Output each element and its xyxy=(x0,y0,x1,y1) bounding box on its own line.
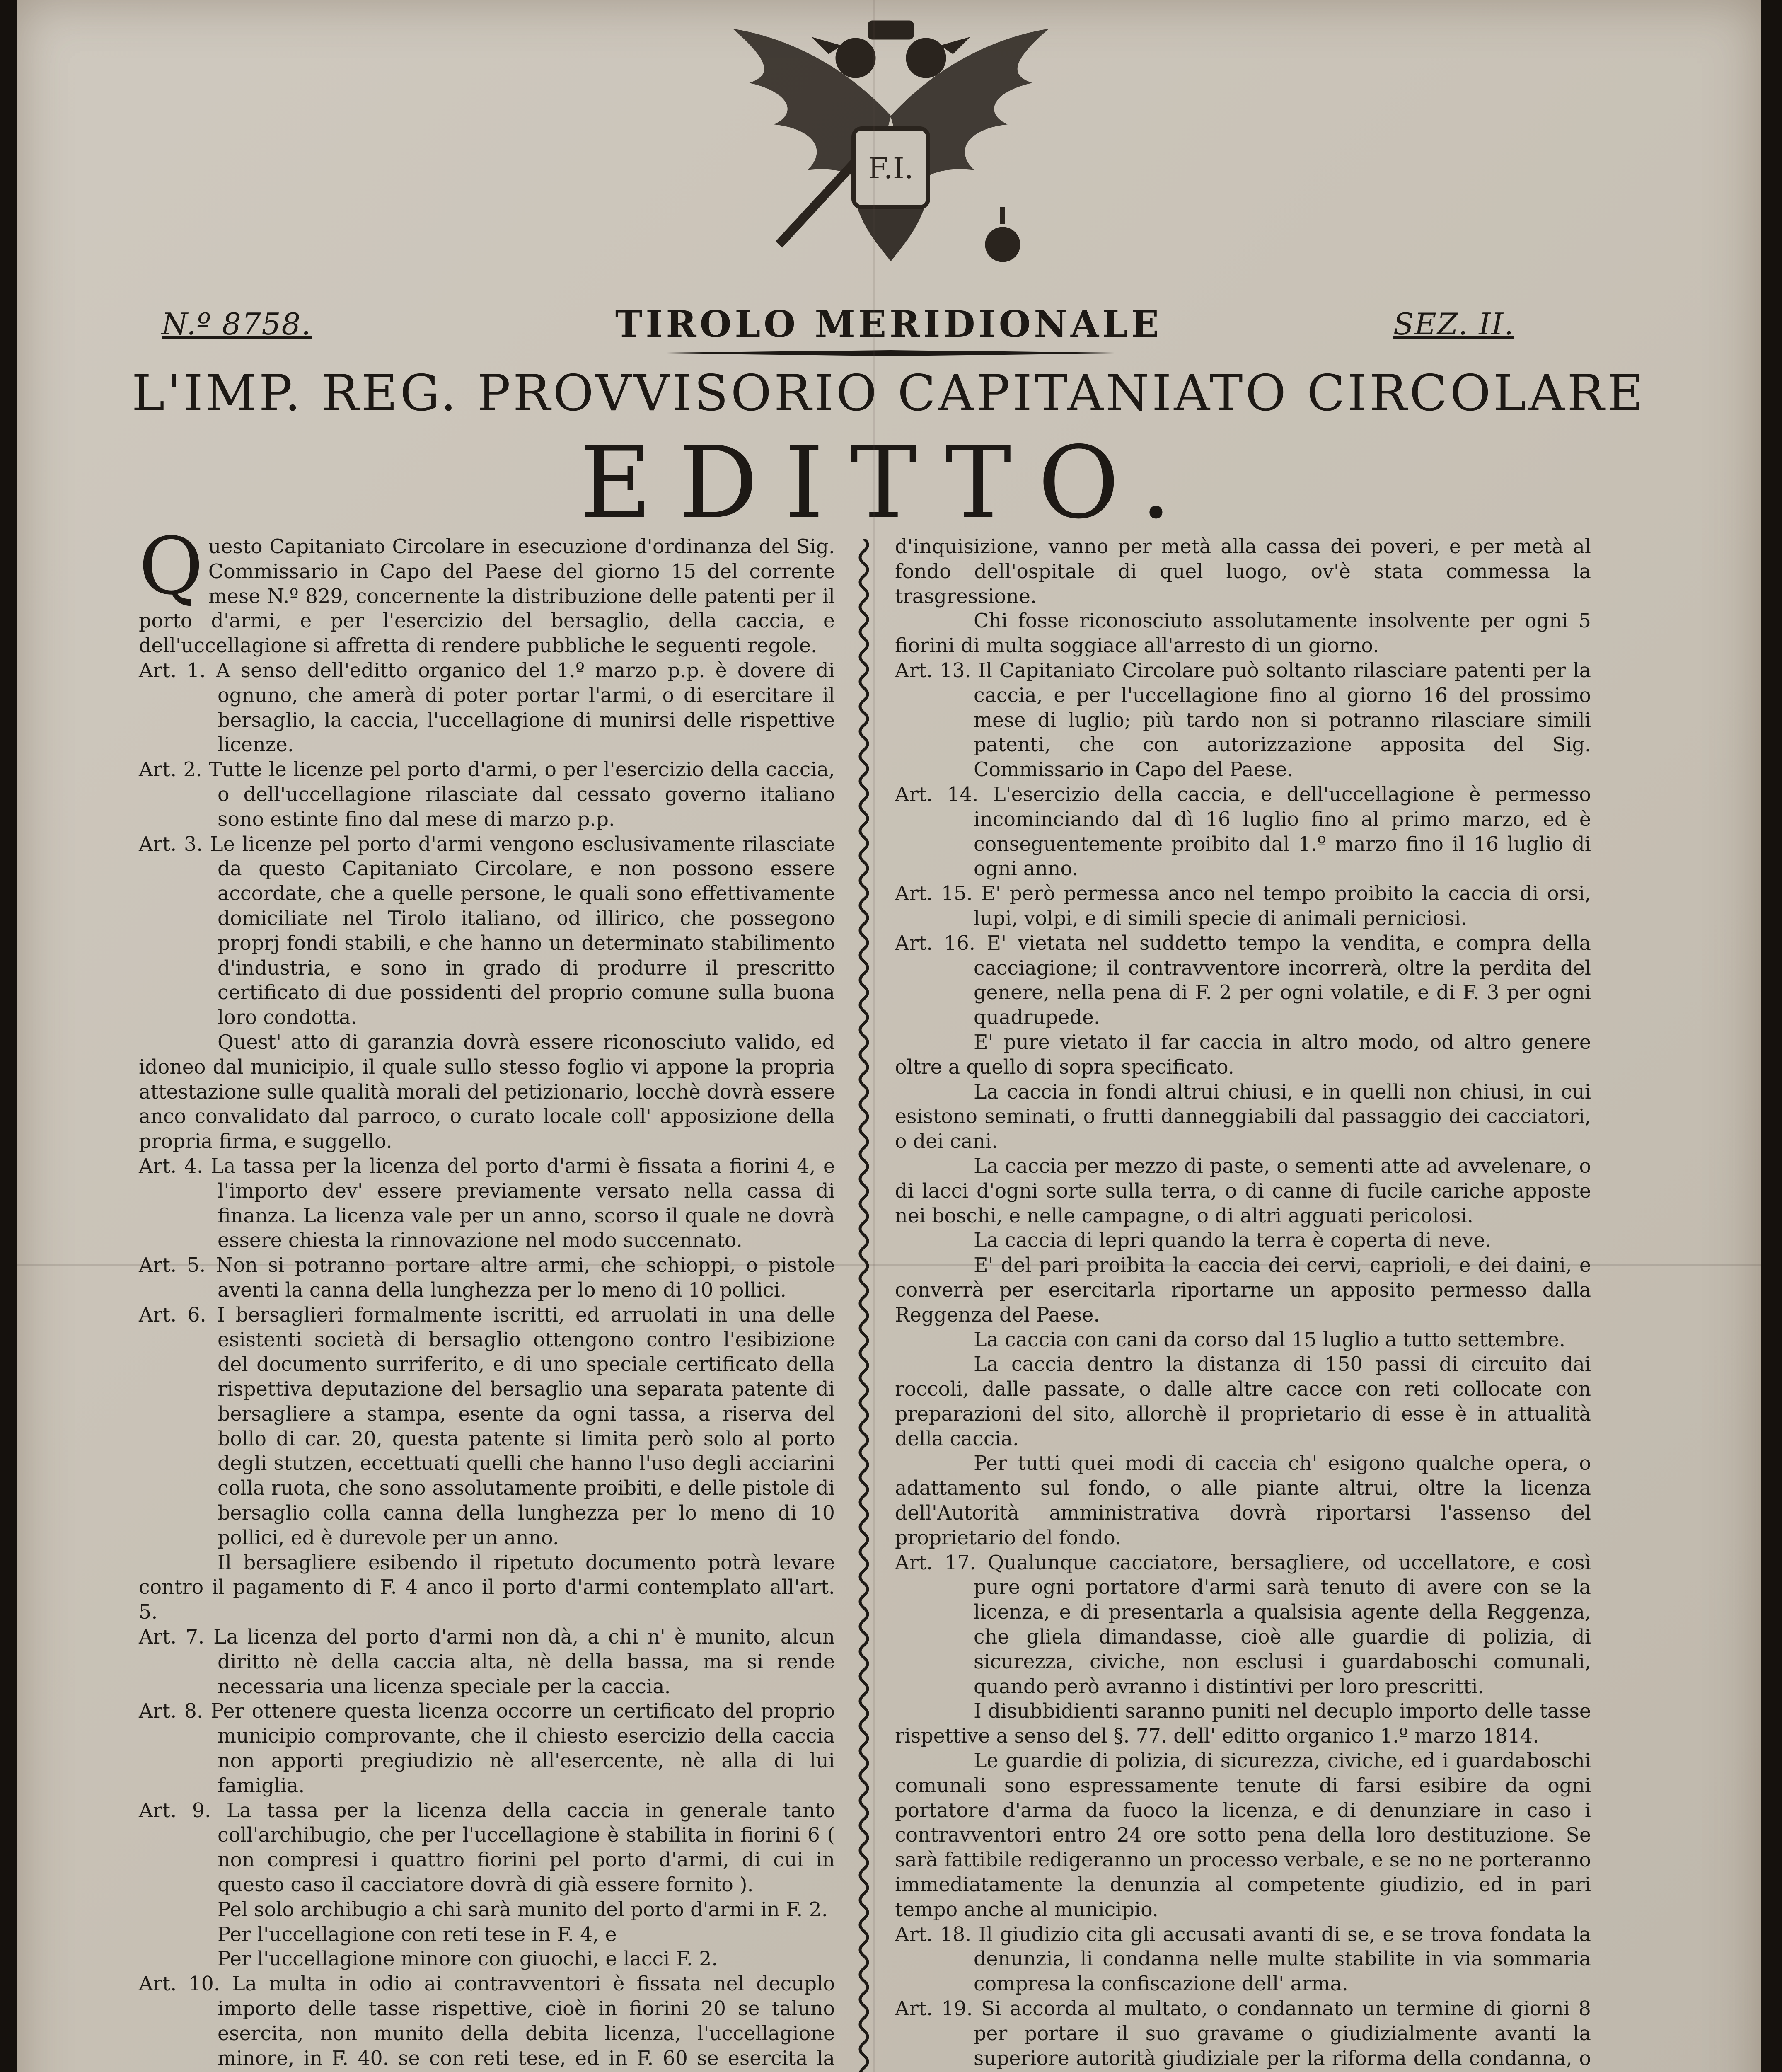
article-paragraph xyxy=(139,832,835,1030)
body-paragraph xyxy=(895,1328,1591,1353)
paragraph-text: E' pure vietato il far caccia in altro modo, od altro genere oltre a quello di sopra specificato. xyxy=(895,1031,1591,1079)
paragraph-text: Il bersagliere esibendo il ripetuto documento potrà levare contro il pagamento di F. 4 anco il porto d'armi contemplato all'art. 5. xyxy=(139,1551,835,1624)
paragraph-text: Art. 6. I bersaglieri formalmente iscritti, ed arruolati in una delle esistenti società di bersaglio ottengono contro l'esibizione del documento surriferito, e di uno speciale certificato della rispettiva deputazione del bersaglio una separata patente di bersagliere a stampa, esente da ogni tassa, a riserva del bollo di car. 20, questa patente si limita però solo al porto degli stutzen, eccettuati quelli che hanno l'uso degli acciarini colla ruota, che sono assolutamente proibiti, e delle pistole di bersaglio colla canna della lunghezza per lo meno di 10 pollici, ed è durevole per un anno. xyxy=(139,1303,835,1549)
body-paragraph xyxy=(139,520,835,658)
paragraph-text: Art. 15. E' però permessa anco nel tempo proibito la caccia di orsi, lupi, volpi, e di simili specie di animali perniciosi. xyxy=(895,882,1591,930)
left-text-column xyxy=(139,520,835,2072)
paragraph-text: La caccia di lepri quando la terra è coperta di neve. xyxy=(974,1229,1492,1252)
body-paragraph xyxy=(895,535,1591,609)
article-paragraph xyxy=(895,1922,1591,1997)
body-paragraph xyxy=(139,1551,835,1625)
drop-capital: Q xyxy=(139,520,203,612)
paragraph-text: Art. 8. Per ottenere questa licenza occorre un certificato del proprio municipio comprovante, che il chiesto esercizio della caccia non apporti pregiudizio nè all'esercente, nè alla di lui famiglia. xyxy=(139,1700,835,1797)
body-paragraph xyxy=(895,609,1591,658)
article-paragraph xyxy=(895,881,1591,931)
document-number: N.º 8758. xyxy=(162,307,312,341)
article-paragraph xyxy=(139,758,835,832)
section-label: SEZ. II. xyxy=(1393,307,1514,341)
paragraph-text: Art. 10. La multa in odio ai contravventori è fissata nel decuplo importo delle tasse rispettive, cioè in fiorini 20 se taluno esercita, non munito della debita licenza, l'uccellagione minore, in F. 40. se con reti tese, ed in F. 60 se esercita la xyxy=(139,1973,835,2070)
article-paragraph xyxy=(139,1699,835,1798)
paragraph-text: Per tutti quei modi di caccia ch' esigono qualche opera, o adattamento sul fondo, o alle piante altrui, oltre la licenza dell'Autorità amministrativa dovrà riportarsi l'assenso del proprietario del fondo. xyxy=(895,1452,1591,1549)
paragraph-text: Art. 4. La tassa per la licenza del porto d'armi è fissata a fiorini 4, e l'importo dev' essere previamente versato nella cassa di finanza. La licenza vale per un anno, scorso il quale ne dovrà essere chiesta la rinnovazione nel modo succennato. xyxy=(139,1155,835,1252)
paragraph-text: Art. 1. A senso dell'editto organico del 1.º marzo p.p. è dovere di ognuno, che amerà di poter portar l'armi, o di esercitare il bersaglio, la caccia, l'uccellagione di munirsi delle rispettive licenze. xyxy=(139,659,835,757)
region-heading: TIROLO MERIDIONALE xyxy=(615,303,1163,346)
paragraph-text: Art. 17. Qualunque cacciatore, bersagliere, od uccellatore, e così pure ogni portatore d'armi sarà tenuto di avere con se la licenza, e di presentarla a qualsisia agente della Reggenza, che gliela dimandasse, cioè alle guardie di polizia, di sicurezza, civiche, non esclusi i guardaboschi comunali, quando però avranno i distintivi per loro prescritti. xyxy=(895,1551,1591,1698)
paragraph-text: Art. 2. Tutte le licenze pel porto d'armi, o per l'esercizio della caccia, o dell'uccellagione rilasciate dal cessato governo italiano sono estinte fino dal mese di marzo p.p. xyxy=(139,758,835,831)
article-paragraph xyxy=(139,1972,835,2072)
paragraph-text: Chi fosse riconosciuto assolutamente insolvente per ogni 5 fiorini di multa soggiace all'arresto di un giorno. xyxy=(895,610,1591,658)
body-paragraph xyxy=(139,1947,835,1972)
issuing-authority: L'IMP. REG. PROVVISORIO CAPITANIATO CIRCOLARE xyxy=(131,365,1646,422)
article-paragraph xyxy=(139,1154,835,1253)
double-headed-eagle-emblem xyxy=(704,12,1077,298)
body-paragraph xyxy=(139,1922,835,1947)
body-paragraph xyxy=(895,1228,1591,1253)
column-divider xyxy=(856,539,872,2072)
body-paragraph xyxy=(895,1253,1591,1327)
body-paragraph xyxy=(895,1080,1591,1154)
article-paragraph xyxy=(139,1253,835,1303)
paragraph-text: Art. 18. Il giudizio cita gli accusati avanti di se, e se trova fondata la denunzia, li condanna nelle multe stabilite in via sommaria compresa la confiscazione dell' arma. xyxy=(895,1923,1591,1996)
body-paragraph xyxy=(895,1749,1591,1922)
paragraph-text: La caccia dentro la distanza di 150 passi di circuito dai roccoli, dalle passate, o dalle altre cacce con reti collocate con preparazioni del sito, allorchè il proprietario di esse è in attualità della caccia. xyxy=(895,1353,1591,1450)
body-paragraph xyxy=(895,1699,1591,1749)
article-paragraph xyxy=(895,1551,1591,1699)
paragraph-text: Per l'uccellagione con reti tese in F. 4, e xyxy=(218,1923,617,1946)
paragraph-text: d'inquisizione, vanno per metà alla cassa dei poveri, e per metà al fondo dell'ospitale di quel luogo, ov'è stata commessa la trasgressione. xyxy=(895,535,1591,608)
article-paragraph xyxy=(139,1625,835,1699)
paragraph-text: La caccia per mezzo di paste, o sementi atte ad avvelenare, o di lacci d'ogni sorte sulla terra, o di canne di fucile cariche apposte nei boschi, e nelle campagne, o di altri agguati pericolosi. xyxy=(895,1155,1591,1227)
paragraph-text: Pel solo archibugio a chi sarà munito del porto d'armi in F. 2. xyxy=(218,1898,828,1921)
paragraph-text: Art. 14. L'esercizio della caccia, e dell'uccellagione è permesso incominciando dal dì 16 luglio fino al primo marzo, ed è conseguentemente proibito dal 1.º marzo fino il 16 luglio di ogni anno. xyxy=(895,783,1591,881)
edict-sheet xyxy=(17,0,1761,2072)
article-paragraph xyxy=(139,1798,835,1898)
paragraph-text: Art. 16. E' vietata nel suddetto tempo la vendita, e compra della cacciagione; il contravventore incorrerà, oltre la perdita del genere, nella pena di F. 2 per ogni volatile, e di F. 3 per ogni quadrupede. xyxy=(895,932,1591,1029)
paragraph-text: Art. 5. Non si potranno portare altre armi, che schioppi, o pistole aventi la canna della lunghezza per lo meno di 10 pollici. xyxy=(139,1254,835,1302)
paragraph-text: Art. 3. Le licenze pel porto d'armi vengono esclusivamente rilasciate da questo Capitaniato Circolare, e non possono essere accordate, che a quelle persone, le quali sono effettivamente domiciliate nel Tirolo italiano, od illirico, che possegono proprj fondi stabili, e che hanno un determinato stabilimento d'industria, e sono in grado di produrre il prescritto certificato di due possidenti del proprio comune sulla buona loro condotta. xyxy=(139,833,835,1029)
paragraph-text: Art. 13. Il Capitaniato Circolare può soltanto rilasciare patenti per la caccia, e per l'uccellagione fino al giorno 16 del prossimo mese di luglio; più tardo non si potranno rilasciare simili patenti, che con autorizzazione apposita del Sig. Commissario in Capo del Paese. xyxy=(895,659,1591,782)
body-paragraph xyxy=(139,1030,835,1154)
paragraph-text: La caccia in fondi altrui chiusi, e in quelli non chiusi, in cui esistono seminati, o frutti danneggiabili dal passaggio dei cacciatori, o dei cani. xyxy=(895,1080,1591,1153)
article-paragraph xyxy=(139,658,835,758)
paragraph-text: Per l'uccellagione minore con giuochi, e lacci F. 2. xyxy=(218,1948,718,1971)
right-text-column xyxy=(895,535,1591,2072)
article-paragraph xyxy=(895,782,1591,881)
article-paragraph xyxy=(895,1997,1591,2072)
paragraph-text: Le guardie di polizia, di sicurezza, civiche, ed i guardaboschi comunali sono espressamente tenute di farsi esibire da ogni portatore d'arma da fuoco la licenza, e di denunziare in caso i contravventori entro 24 ore sotto pena della loro destituzione. Se sarà fattibile redigeranno un processo verbale, e se no ne porteranno immediatamente la denunzia al competente giudizio, ed in pari tempo anche al municipio. xyxy=(895,1750,1591,1921)
paragraph-text: La caccia con cani da corso dal 15 luglio a tutto settembre. xyxy=(974,1328,1566,1351)
document-title: EDITTO. xyxy=(579,425,1198,541)
body-paragraph xyxy=(895,1451,1591,1550)
body-paragraph xyxy=(895,1030,1591,1080)
body-paragraph xyxy=(895,1154,1591,1228)
paragraph-text: E' del pari proibita la caccia dei cervi, caprioli, e dei daini, e converrà per esercitarla riportarne un apposito permesso dalla Reggenza del Paese. xyxy=(895,1254,1591,1326)
paragraph-text: Art. 7. La licenza del porto d'armi non dà, a chi n' è munito, alcun diritto nè della caccia alta, nè della bassa, ma si rende necessaria una licenza speciale per la caccia. xyxy=(139,1626,835,1698)
heading-rule xyxy=(630,350,1152,356)
paragraph-text: Art. 19. Si accorda al multato, o condannato un termine di giorni 8 per portare il suo gravame o giudizialmente avanti la superiore autorità giudiziale per la riforma della condanna, o xyxy=(895,1997,1591,2070)
body-paragraph xyxy=(139,1898,835,1922)
paragraph-text: Art. 9. La tassa per la licenza della caccia in generale tanto coll'archibugio, che per l'uccellagione è stabilita in fiorini 6 ( non compresi i quattro fiorini pel porto d'armi, di cui in questo caso il cacciatore dovrà di già essere fornito ). xyxy=(139,1799,835,1897)
paragraph-text: I disubbidienti saranno puniti nel decuplo importo delle tasse rispettive a senso del §. 77. dell' editto organico 1.º marzo 1814. xyxy=(895,1700,1591,1748)
article-paragraph xyxy=(139,1303,835,1551)
body-paragraph xyxy=(895,1352,1591,1451)
paragraph-text: Quest' atto di garanzia dovrà essere riconosciuto valido, ed idoneo dal municipio, il quale sullo stesso foglio vi appone la propria attestazione sulle qualità morali del petizionario, locchè dovrà essere anco convalidato dal parroco, o curato locale coll' apposizione della propria firma, e suggello. xyxy=(139,1031,835,1153)
article-paragraph xyxy=(895,658,1591,782)
paragraph-text: uesto Capitaniato Circolare in esecuzione d'ordinanza del Sig. Commissario in Capo del Paese del giorno 15 del corrente mese N.º 829, concernente la distribuzione delle patenti per il porto d'armi, e per l'esercizio del bersaglio, della caccia, e dell'uccellagione si affretta di rendere pubbliche le seguenti regole. xyxy=(139,535,835,658)
emblem-letters: F.I. xyxy=(868,151,914,185)
article-paragraph xyxy=(895,931,1591,1030)
